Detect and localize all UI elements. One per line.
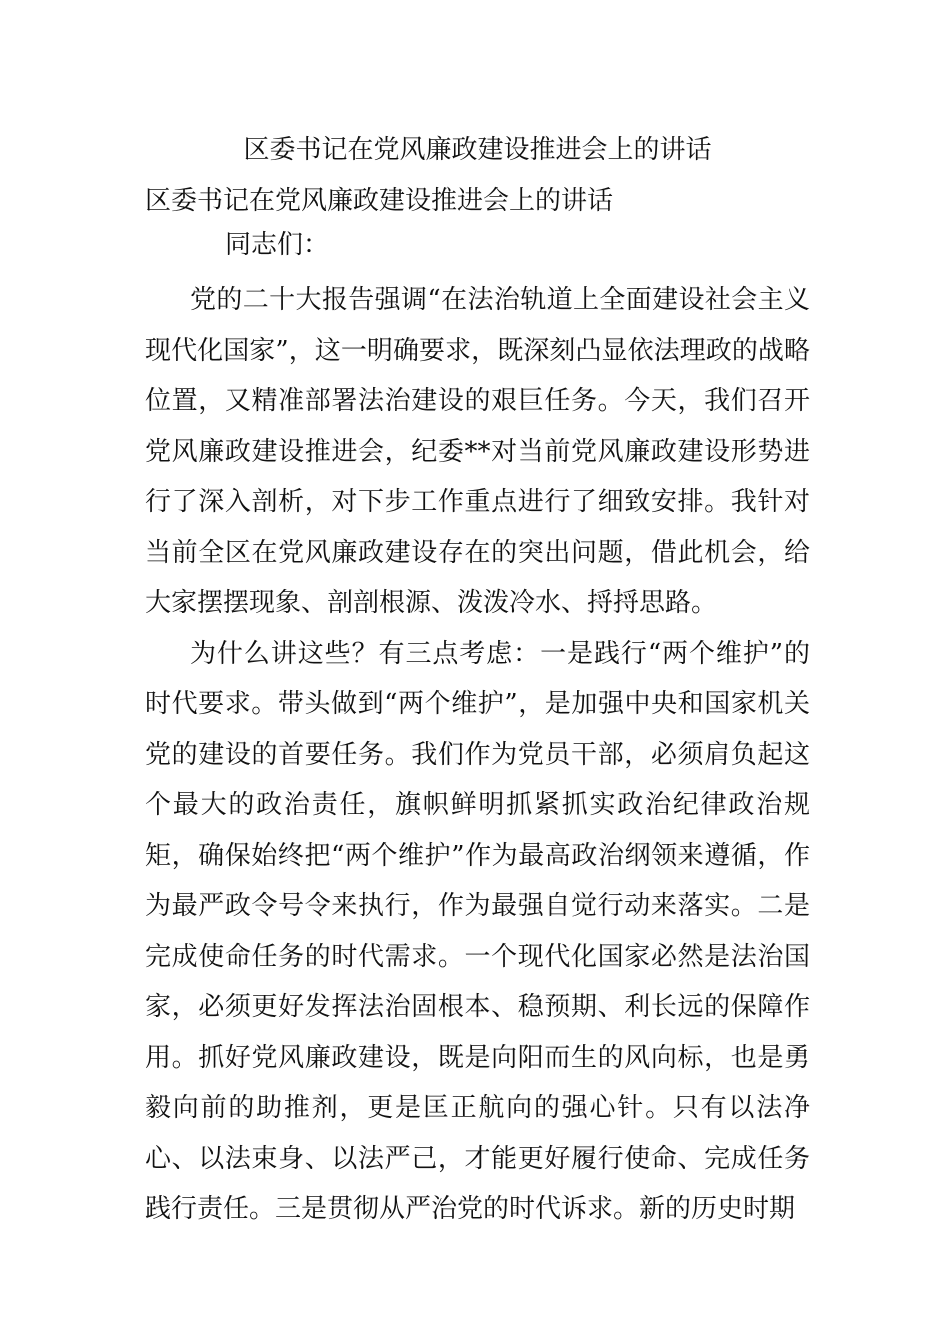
paragraph-2: 为什么讲这些？有三点考虑：一是践行“两个维护”的时代要求。带头做到“两个维护”，是加强中央和国家机关党的建设的首要任务。我们作为党员干部，必须肩负起这个最大的政治责任，旗帜鲜明抓紧抓实政治纪律政治规矩，确保始终把“两个维护”作为最高政治纲领来遵循，作为最严政令号令来执行，作为最强自觉行动来落实。二是完成使命任务的时代需求。一个现代化国家必然是法治国家，必须更好发挥法治固根本、稳预期、利长远的保障作用。抓好党风廉政建设，既是向阳而生的风向标，也是勇毅向前的助推剂，更是匡正航向的强心针。只有以法净心、以法束身、以法严己，才能更好履行使命、完成任务践行责任。三是贯彻从严治党的时代诉求。新的历史时期 [145, 638, 810, 1224]
document-subtitle: 区委书记在党风廉政建设推进会上的讲话 [145, 186, 614, 216]
paragraph-1: 党的二十大报告强调“在法治轨道上全面建设社会主义现代化国家”，这一明确要求，既深刻凸显依法理政的战略位置，又精准部署法治建设的艰巨任务。今天，我们召开党风廉政建设推进会，纪委**对当前党风廉政建设形势进行了深入剖析，对下步工作重点进行了细致安排。我针对当前全区在党风廉政建设存在的突出问题，借此机会，给大家摆摆现象、剖剖根源、泼泼冷水、捋捋思路。 [145, 285, 810, 618]
document-body [145, 183, 810, 1235]
salutation: 同志们： [225, 230, 330, 260]
document-title: 区委书记在党风廉政建设推进会上的讲话 [243, 135, 712, 165]
